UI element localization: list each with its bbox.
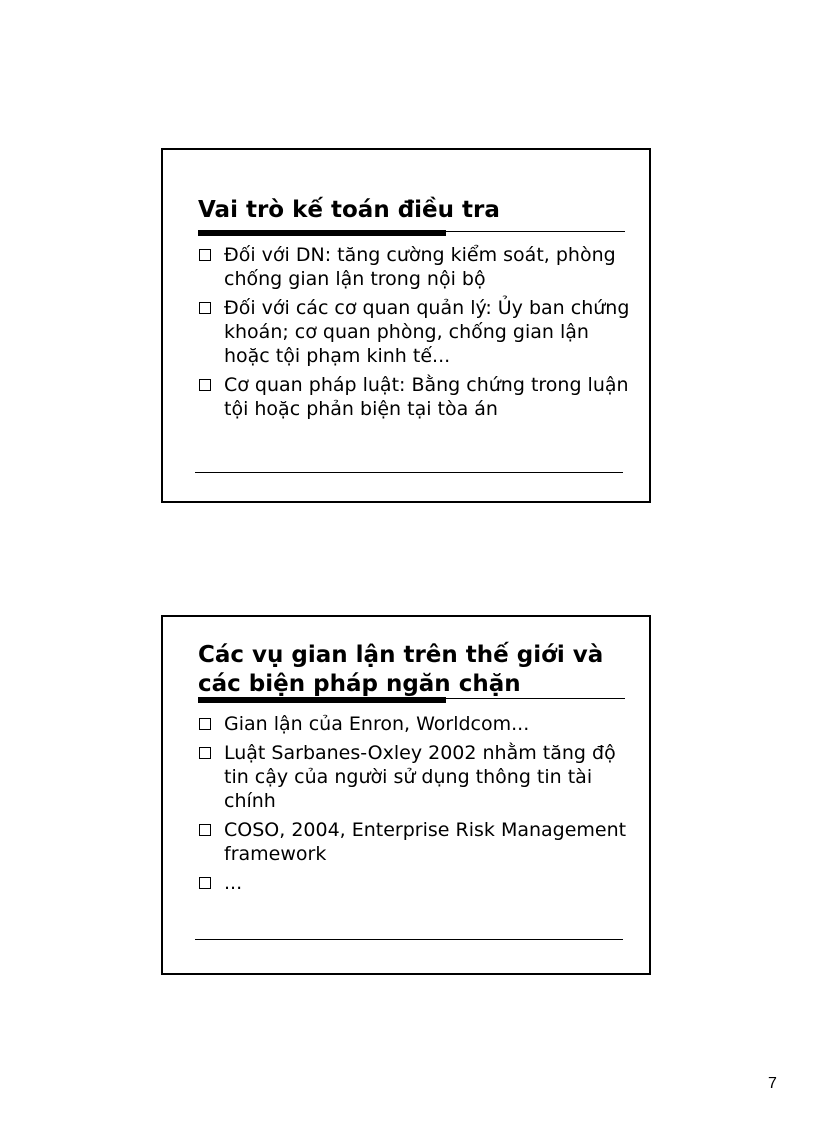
title-underline-bar [198, 230, 446, 236]
bullet-item [198, 712, 638, 736]
page-number: 7 [768, 1075, 777, 1092]
square-bullet-icon [199, 249, 211, 261]
bullet-list [198, 712, 638, 900]
bullet-text: COSO, 2004, Enterprise Risk Management framework [224, 819, 627, 865]
footer-divider [195, 472, 623, 473]
square-bullet-icon [199, 302, 211, 314]
bullet-item [198, 296, 638, 368]
bullet-text: Luật Sarbanes-Oxley 2002 nhằm tăng độ tin cậy của người sử dụng thông tin tài chính [224, 742, 616, 812]
bullet-text: Cơ quan pháp luật: Bằng chứng trong luận tội hoặc phản biện tại tòa án [224, 374, 629, 420]
bullet-item [198, 871, 638, 895]
square-bullet-icon [199, 379, 211, 391]
square-bullet-icon [199, 718, 211, 730]
slide-title: Vai trò kế toán điều tra [198, 197, 500, 223]
bullet-text: Đối với các cơ quan quản lý: Ủy ban chứng khoán; cơ quan phòng, chống gian lận hoặc tội phạm kinh tế... [224, 297, 630, 367]
bullet-text: Gian lận của Enron, Worldcom... [224, 713, 530, 735]
bullet-item [198, 818, 638, 866]
square-bullet-icon [199, 877, 211, 889]
square-bullet-icon [199, 824, 211, 836]
bullet-item [198, 373, 638, 421]
footer-divider [195, 939, 623, 940]
bullet-item [198, 741, 638, 813]
bullet-item [198, 243, 638, 291]
slide-1 [161, 148, 651, 503]
bullet-text: Đối với DN: tăng cường kiểm soát, phòng chống gian lận trong nội bộ [224, 244, 616, 290]
bullet-text: ... [224, 872, 243, 894]
slide-title: Các vụ gian lận trên thế giới và các biện pháp ngăn chặn [198, 642, 604, 697]
title-underline-bar [198, 697, 446, 703]
square-bullet-icon [199, 747, 211, 759]
bullet-list [198, 243, 638, 426]
slide-2 [161, 615, 651, 975]
